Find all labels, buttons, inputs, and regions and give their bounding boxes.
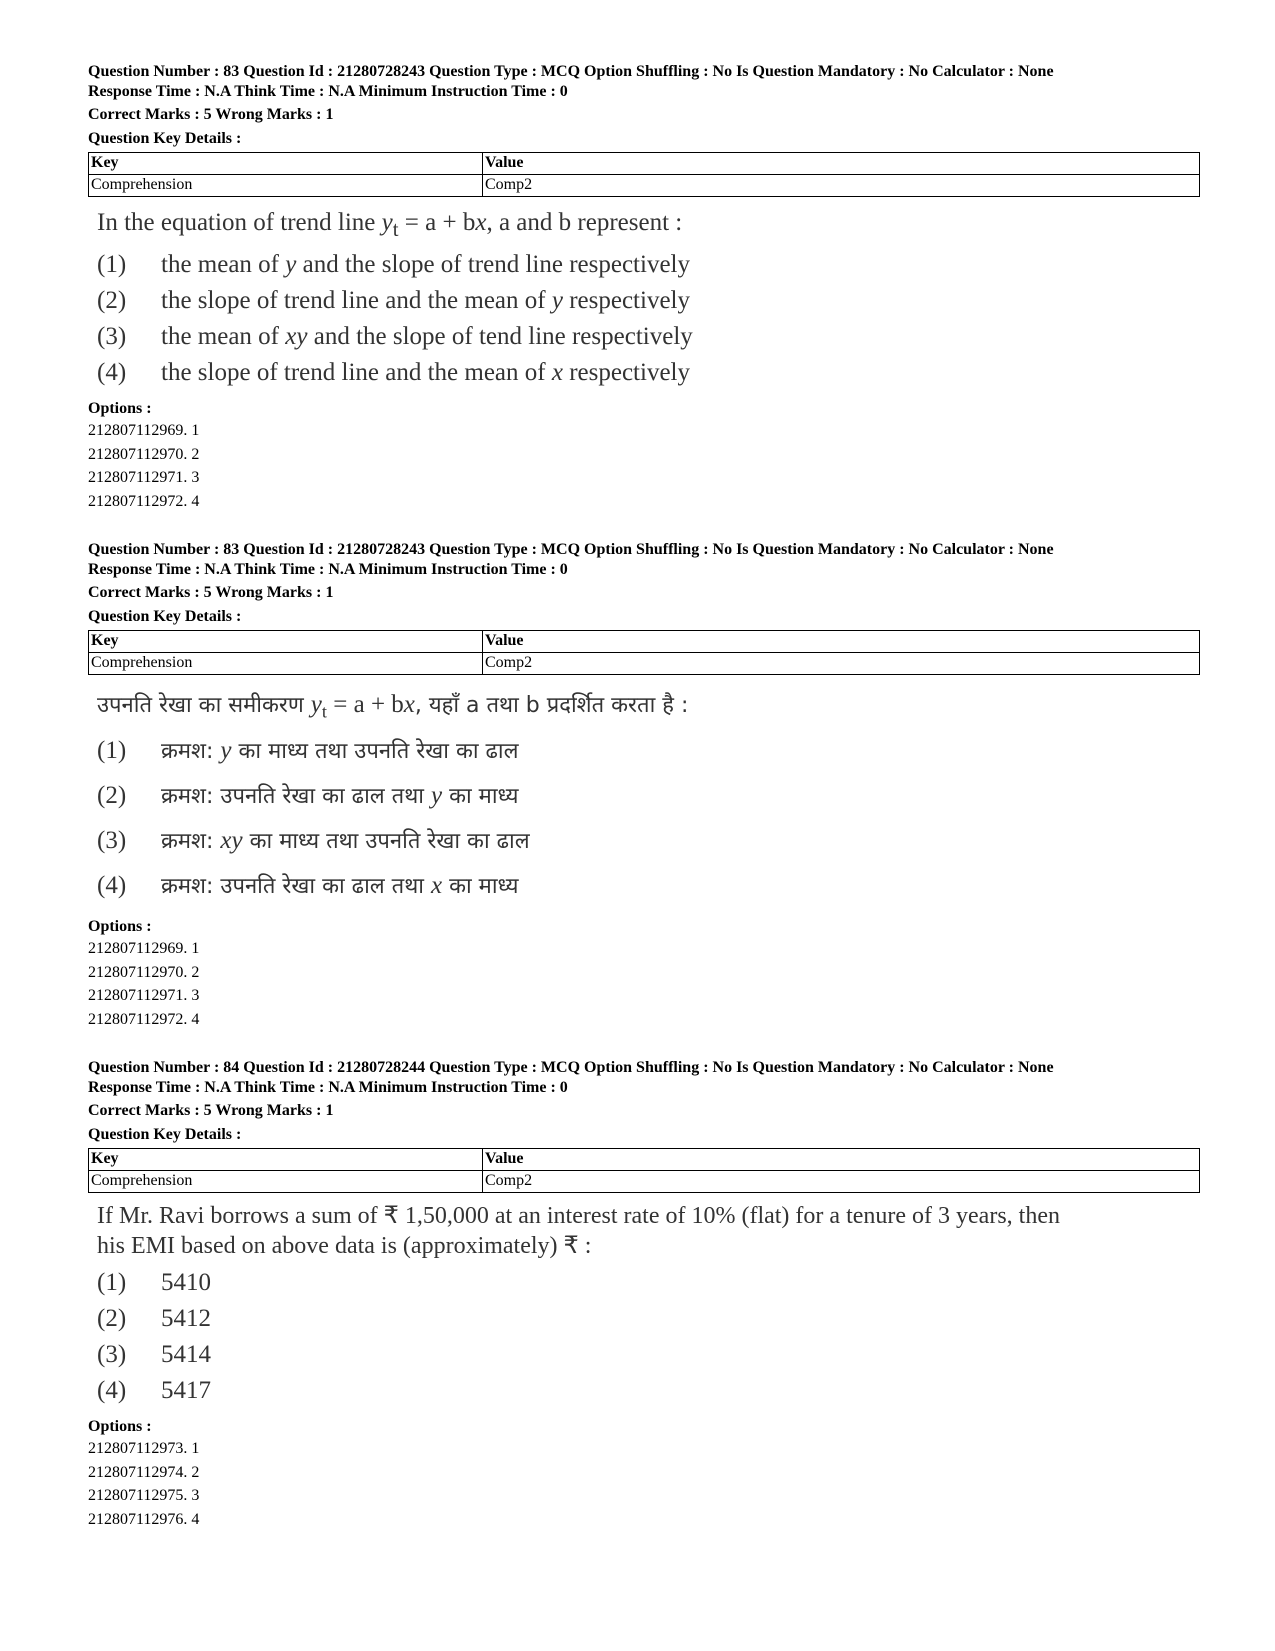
answer-choice-4: (4) 5417 xyxy=(97,1377,211,1405)
answer-choice-2: (2) the slope of trend line and the mean of y respectively xyxy=(97,287,690,314)
answer-choice-3: (3) the mean of xy and the slope of tend line respectively xyxy=(97,323,693,350)
option-id: 212807112969. 1 xyxy=(88,422,200,439)
option-id: 212807112976. 4 xyxy=(88,1510,200,1528)
option-id: 212807112970. 2 xyxy=(88,445,200,463)
key-header-cell: Key xyxy=(89,153,483,175)
question-stem-line1: If Mr. Ravi borrows a sum of ₹ 1,50,000 at an interest rate of 10% (flat) for a tenure of 3 years, then xyxy=(97,1203,1060,1230)
key-cell: Comprehension xyxy=(89,653,483,675)
key-header-cell: Key xyxy=(89,631,483,653)
question-block-83-english xyxy=(88,62,1200,513)
question-marks: Correct Marks : 5 Wrong Marks : 1 xyxy=(88,584,334,601)
option-id: 212807112971. 3 xyxy=(88,469,200,486)
question-key-details-label: Question Key Details : xyxy=(88,129,242,147)
answer-choice-3: (3) 5414 xyxy=(97,1341,211,1369)
question-key-details-label: Question Key Details : xyxy=(88,607,242,625)
key-table-row xyxy=(89,175,1200,197)
question-key-table xyxy=(88,630,1200,675)
value-header-cell: Value xyxy=(483,153,1200,175)
question-header-line2: Response Time : N.A Think Time : N.A Minimum Instruction Time : 0 xyxy=(88,1078,568,1096)
key-cell: Comprehension xyxy=(89,1171,483,1193)
value-cell: Comp2 xyxy=(483,175,1200,197)
answer-choice-1: (1) the mean of y and the slope of trend line respectively xyxy=(97,251,690,278)
key-table-row xyxy=(89,653,1200,675)
question-block-83-hindi xyxy=(88,540,1200,1031)
question-paper-page xyxy=(88,62,1200,1531)
option-id: 212807112975. 3 xyxy=(88,1487,200,1505)
question-key-details-label: Question Key Details : xyxy=(88,1125,242,1143)
question-key-table xyxy=(88,152,1200,197)
key-table-header-row xyxy=(89,631,1200,653)
answer-choice-3: (3) क्रमश: xy का माध्य तथा उपनति रेखा का ढाल xyxy=(97,827,530,855)
option-id: 212807112972. 4 xyxy=(88,1010,200,1028)
answer-choice-1: (1) 5410 xyxy=(97,1269,211,1297)
answer-choice-4: (4) क्रमश: उपनति रेखा का ढाल तथा x का माध्य xyxy=(97,872,519,900)
option-id: 212807112971. 3 xyxy=(88,987,200,1005)
key-header-cell: Key xyxy=(89,1149,483,1171)
question-stem: उपनति रेखा का समीकरण $y_t = a$ + bx, यहाँ a तथा b प्रदर्शित करता है : xyxy=(97,691,689,722)
question-header-line1: Question Number : 83 Question Id : 21280728243 Question Type : MCQ Option Shuffling : No Is Question Mandatory : No Calculator : None xyxy=(88,63,1054,80)
question-header-line1: Question Number : 84 Question Id : 21280728244 Question Type : MCQ Option Shuffling : No Is Question Mandatory : No Calculator : None xyxy=(88,1059,1054,1077)
value-cell: Comp2 xyxy=(483,653,1200,675)
answer-choice-2: (2) क्रमश: उपनति रेखा का ढाल तथा y का माध्य xyxy=(97,782,519,810)
option-id: 212807112972. 4 xyxy=(88,492,200,510)
answer-choice-1: (1) क्रमश: y का माध्य तथा उपनति रेखा का ढाल xyxy=(97,737,519,765)
question-marks: Correct Marks : 5 Wrong Marks : 1 xyxy=(88,1102,334,1120)
answer-choice-2: (2) 5412 xyxy=(97,1305,211,1333)
question-header-line1: Question Number : 83 Question Id : 21280728243 Question Type : MCQ Option Shuffling : No Is Question Mandatory : No Calculator : None xyxy=(88,541,1054,558)
value-header-cell: Value xyxy=(483,631,1200,653)
answer-choice-4: (4) the slope of trend line and the mean of x respectively xyxy=(97,359,690,386)
question-stem: In the equation of trend line $y_t = a$ + bx, a and b represent : xyxy=(97,209,683,241)
key-table-row xyxy=(89,1171,1200,1193)
option-id: 212807112973. 1 xyxy=(88,1440,200,1458)
question-key-table xyxy=(88,1148,1200,1193)
question-header-line2: Response Time : N.A Think Time : N.A Minimum Instruction Time : 0 xyxy=(88,82,568,100)
option-id: 212807112969. 1 xyxy=(88,940,200,958)
option-id: 212807112974. 2 xyxy=(88,1463,200,1481)
value-header-cell: Value xyxy=(483,1149,1200,1171)
question-block-84 xyxy=(88,1058,1200,1531)
options-label: Options : xyxy=(88,918,152,936)
options-label: Options : xyxy=(88,1418,152,1436)
question-header-line2: Response Time : N.A Think Time : N.A Minimum Instruction Time : 0 xyxy=(88,560,568,578)
options-label: Options : xyxy=(88,400,152,417)
question-marks: Correct Marks : 5 Wrong Marks : 1 xyxy=(88,106,334,123)
key-table-header-row xyxy=(89,153,1200,175)
value-cell: Comp2 xyxy=(483,1171,1200,1193)
key-table-header-row xyxy=(89,1149,1200,1171)
key-cell: Comprehension xyxy=(89,175,483,197)
option-id: 212807112970. 2 xyxy=(88,963,200,981)
question-stem-line2: his EMI based on above data is (approximately) ₹ : xyxy=(97,1233,592,1260)
